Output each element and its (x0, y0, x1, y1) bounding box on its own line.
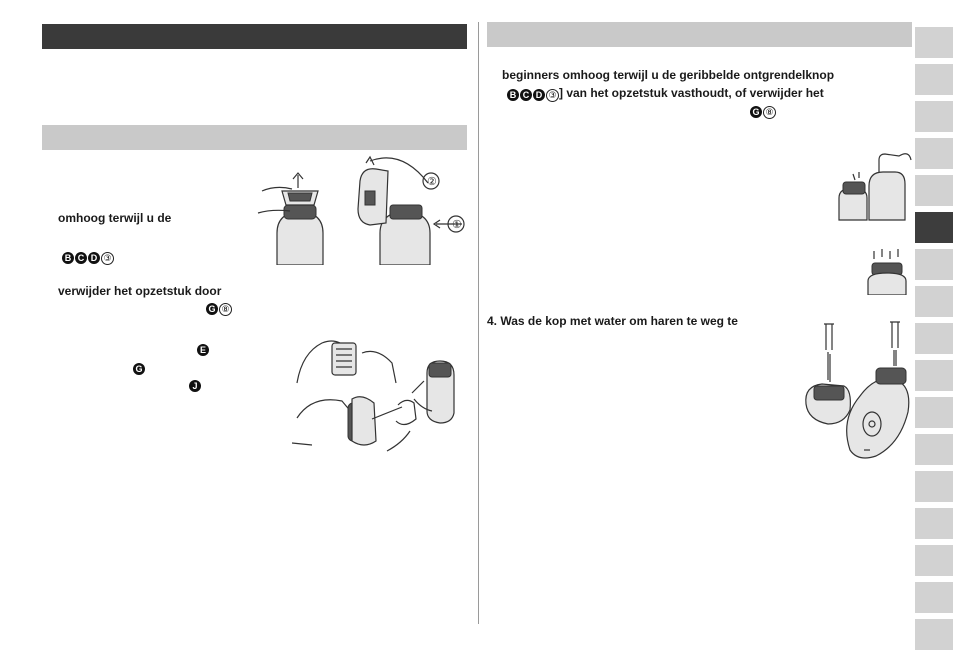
brush-cleaning-illustration (292, 333, 466, 453)
side-tab-5[interactable] (915, 175, 953, 206)
side-tab-11[interactable] (915, 397, 953, 428)
brush-label-e (197, 341, 210, 356)
left-instruction-line-1: omhoog terwijl u de (58, 211, 172, 225)
side-tab-7[interactable] (915, 249, 953, 280)
brush-label-g (133, 360, 146, 375)
oil-application-illustration (833, 150, 913, 222)
side-tab-12[interactable] (915, 434, 953, 465)
left-instruction-line-4 (206, 300, 232, 316)
left-section-header-bar (42, 24, 467, 49)
badge-c-right: C (520, 89, 532, 101)
side-tab-16[interactable] (915, 582, 953, 613)
right-paragraph-line-1: beginners omhoog terwijl u de geribbelde ontgrendelknop (502, 68, 835, 82)
brush-label-j (189, 377, 202, 392)
circled-number-8: ⑧ (219, 303, 232, 316)
badge-g-right: G (750, 106, 762, 118)
side-tab-14[interactable] (915, 508, 953, 539)
callout-2: ② (427, 176, 437, 188)
right-section-header-bar (487, 22, 912, 47)
side-tab-2[interactable] (915, 64, 953, 95)
side-tab-8[interactable] (915, 286, 953, 317)
remove-head-illustration (252, 153, 470, 265)
washing-illustration (800, 320, 916, 460)
left-instruction-line-3: verwijder het opzetstuk door (58, 284, 222, 298)
left-instruction-line-2 (62, 249, 114, 265)
step-4-heading: 4. Was de kop met water om haren te weg te (487, 314, 738, 328)
side-tab-9[interactable] (915, 323, 953, 354)
badge-d-right: D (533, 89, 545, 101)
circled-number-3: ③ (101, 252, 114, 265)
side-tab-6-active[interactable] (915, 212, 953, 243)
right-paragraph-line-2-text: ] van het opzetstuk vasthoudt, of verwijder het (559, 86, 824, 100)
side-tab-15[interactable] (915, 545, 953, 576)
side-tab-10[interactable] (915, 360, 953, 391)
rinse-head-illustration (862, 249, 912, 295)
left-subsection-header-bar (42, 125, 467, 150)
side-tab-4[interactable] (915, 138, 953, 169)
side-tab-13[interactable] (915, 471, 953, 502)
badge-e: E (197, 344, 209, 356)
circled-number-8-right: ⑧ (763, 106, 776, 119)
side-tab-3[interactable] (915, 101, 953, 132)
badge-j: J (189, 380, 201, 392)
badge-g-2: G (133, 363, 145, 375)
column-divider (478, 22, 479, 624)
badge-g: G (206, 303, 218, 315)
side-tab-1[interactable] (915, 27, 953, 58)
side-tab-strip (915, 27, 953, 656)
right-paragraph-line-3 (750, 103, 776, 119)
right-paragraph-line-2 (507, 86, 824, 102)
badge-b: B (62, 252, 74, 264)
circled-number-3-right: ③ (546, 89, 559, 102)
badge-b-right: B (507, 89, 519, 101)
badge-d: D (88, 252, 100, 264)
callout-1: ① (452, 219, 462, 231)
side-tab-17[interactable] (915, 619, 953, 650)
badge-c: C (75, 252, 87, 264)
